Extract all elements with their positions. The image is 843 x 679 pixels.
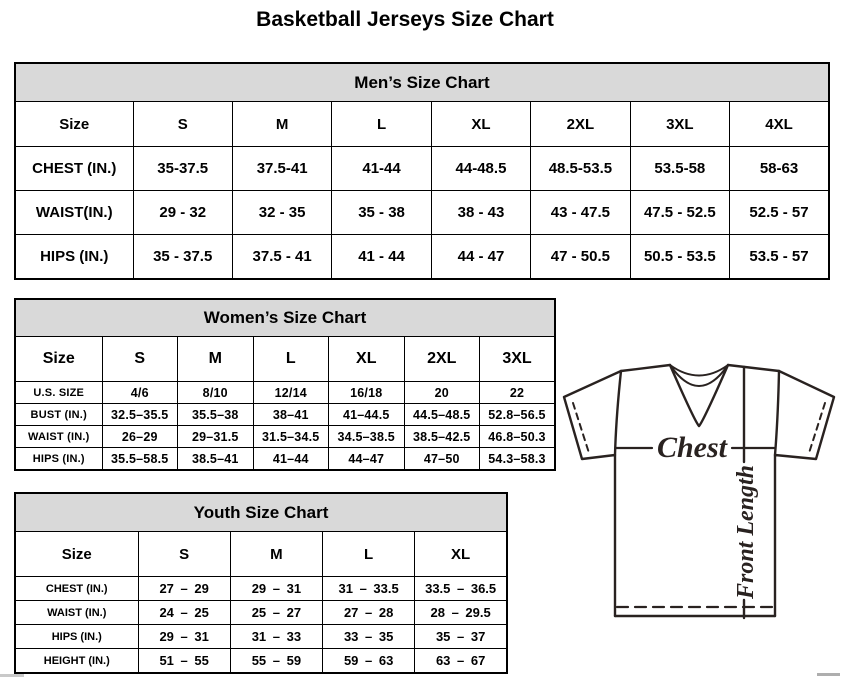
front-length-label: Front Length <box>733 464 759 600</box>
size-value-cell: 44 - 47 <box>431 235 530 280</box>
size-value-cell: 38.5–41 <box>178 448 254 471</box>
size-value-cell: 32.5–35.5 <box>102 404 178 426</box>
size-value-cell: 8/10 <box>178 382 254 404</box>
size-value-cell: 46.8–50.3 <box>480 426 556 448</box>
column-header-cell: M <box>232 102 331 147</box>
size-value-cell: 53.5-58 <box>630 147 729 191</box>
table-row <box>15 601 507 625</box>
size-value-cell: 43 - 47.5 <box>531 191 630 235</box>
jersey-diagram <box>558 360 840 624</box>
column-header-row <box>15 102 829 147</box>
column-header-cell: 3XL <box>630 102 729 147</box>
row-label: HIPS (IN.) <box>15 625 138 649</box>
youth-size-table <box>14 492 508 674</box>
size-value-cell: 37.5 - 41 <box>232 235 331 280</box>
column-header-cell: S <box>102 337 178 382</box>
size-value-cell: 47.5 - 52.5 <box>630 191 729 235</box>
size-value-cell: 47–50 <box>404 448 480 471</box>
column-header-cell: S <box>133 102 232 147</box>
size-value-cell: 55 – 59 <box>230 649 322 674</box>
column-header-cell: S <box>138 532 230 577</box>
womens-size-table <box>14 298 556 471</box>
size-value-cell: 35.5–58.5 <box>102 448 178 471</box>
table-row <box>15 577 507 601</box>
size-value-cell: 44.5–48.5 <box>404 404 480 426</box>
size-value-cell: 20 <box>404 382 480 404</box>
size-value-cell: 25 – 27 <box>230 601 322 625</box>
youth-table-title: Youth Size Chart <box>15 493 507 532</box>
row-label: WAIST (IN.) <box>15 426 102 448</box>
column-header-row <box>15 532 507 577</box>
womens-table-title: Women’s Size Chart <box>15 299 555 337</box>
table-title-row <box>15 299 555 337</box>
jersey-collar-v <box>670 365 728 426</box>
size-value-cell: 44-48.5 <box>431 147 530 191</box>
size-value-cell: 48.5-53.5 <box>531 147 630 191</box>
size-header-cell: Size <box>15 337 102 382</box>
size-value-cell: 44–47 <box>329 448 405 471</box>
table-row <box>15 426 555 448</box>
size-value-cell: 54.3–58.3 <box>480 448 556 471</box>
column-header-cell: XL <box>431 102 530 147</box>
size-value-cell: 29 – 31 <box>230 577 322 601</box>
size-value-cell: 37.5-41 <box>232 147 331 191</box>
column-header-cell: 2XL <box>404 337 480 382</box>
size-value-cell: 58-63 <box>730 147 829 191</box>
row-label: HEIGHT (IN.) <box>15 649 138 674</box>
size-value-cell: 31 – 33 <box>230 625 322 649</box>
column-header-cell: 3XL <box>480 337 556 382</box>
row-label: U.S. SIZE <box>15 382 102 404</box>
size-value-cell: 41 - 44 <box>332 235 431 280</box>
column-header-cell: 2XL <box>531 102 630 147</box>
size-value-cell: 31 – 33.5 <box>323 577 415 601</box>
size-value-cell: 33 – 35 <box>323 625 415 649</box>
sleeve-cuff-dashed-left <box>573 403 589 453</box>
size-value-cell: 35.5–38 <box>178 404 254 426</box>
size-value-cell: 28 – 29.5 <box>415 601 507 625</box>
size-value-cell: 41-44 <box>332 147 431 191</box>
size-value-cell: 32 - 35 <box>232 191 331 235</box>
row-label: WAIST (IN.) <box>15 601 138 625</box>
row-label: CHEST (IN.) <box>15 147 133 191</box>
jersey-armhole-left <box>615 371 621 455</box>
column-header-row <box>15 337 555 382</box>
row-label: HIPS (IN.) <box>15 448 102 471</box>
jersey-armhole-right <box>775 371 779 455</box>
size-value-cell: 52.8–56.5 <box>480 404 556 426</box>
size-value-cell: 38.5–42.5 <box>404 426 480 448</box>
size-value-cell: 38–41 <box>253 404 329 426</box>
size-value-cell: 27 – 28 <box>323 601 415 625</box>
size-value-cell: 26–29 <box>102 426 178 448</box>
scrollbar-thumb-right[interactable] <box>817 673 840 676</box>
sleeve-cuff-dashed-right <box>809 403 825 453</box>
size-value-cell: 4/6 <box>102 382 178 404</box>
size-value-cell: 41–44 <box>253 448 329 471</box>
size-value-cell: 52.5 - 57 <box>730 191 829 235</box>
mens-size-table <box>14 62 830 280</box>
jersey-collar-curve-1 <box>670 365 728 376</box>
size-value-cell: 33.5 – 36.5 <box>415 577 507 601</box>
table-row <box>15 235 829 280</box>
size-value-cell: 51 – 55 <box>138 649 230 674</box>
table-row <box>15 625 507 649</box>
size-value-cell: 29 - 32 <box>133 191 232 235</box>
size-value-cell: 29 – 31 <box>138 625 230 649</box>
column-header-cell: M <box>178 337 254 382</box>
size-header-cell: Size <box>15 102 133 147</box>
column-header-cell: M <box>230 532 322 577</box>
column-header-cell: XL <box>415 532 507 577</box>
table-row <box>15 191 829 235</box>
size-value-cell: 16/18 <box>329 382 405 404</box>
table-row <box>15 649 507 674</box>
column-header-cell: L <box>253 337 329 382</box>
table-row <box>15 147 829 191</box>
size-value-cell: 35 - 37.5 <box>133 235 232 280</box>
size-value-cell: 29–31.5 <box>178 426 254 448</box>
size-value-cell: 34.5–38.5 <box>329 426 405 448</box>
chest-label: Chest <box>656 431 728 464</box>
size-header-cell: Size <box>15 532 138 577</box>
page-title: Basketball Jerseys Size Chart <box>256 8 554 31</box>
column-header-cell: L <box>323 532 415 577</box>
size-value-cell: 63 – 67 <box>415 649 507 674</box>
size-value-cell: 47 - 50.5 <box>531 235 630 280</box>
mens-table-title: Men’s Size Chart <box>15 63 829 102</box>
row-label: HIPS (IN.) <box>15 235 133 280</box>
size-value-cell: 24 – 25 <box>138 601 230 625</box>
size-value-cell: 35 - 38 <box>332 191 431 235</box>
table-row <box>15 404 555 426</box>
scrollbar-thumb-left[interactable] <box>0 674 24 677</box>
size-value-cell: 35 – 37 <box>415 625 507 649</box>
column-header-cell: XL <box>329 337 405 382</box>
size-value-cell: 31.5–34.5 <box>253 426 329 448</box>
size-value-cell: 35-37.5 <box>133 147 232 191</box>
row-label: BUST (IN.) <box>15 404 102 426</box>
size-value-cell: 22 <box>480 382 556 404</box>
column-header-cell: L <box>332 102 431 147</box>
table-row <box>15 448 555 471</box>
row-label: CHEST (IN.) <box>15 577 138 601</box>
table-row <box>15 382 555 404</box>
size-value-cell: 50.5 - 53.5 <box>630 235 729 280</box>
size-value-cell: 53.5 - 57 <box>730 235 829 280</box>
size-value-cell: 12/14 <box>253 382 329 404</box>
size-value-cell: 27 – 29 <box>138 577 230 601</box>
column-header-cell: 4XL <box>730 102 829 147</box>
table-title-row <box>15 63 829 102</box>
row-label: WAIST(IN.) <box>15 191 133 235</box>
size-value-cell: 59 – 63 <box>323 649 415 674</box>
size-value-cell: 38 - 43 <box>431 191 530 235</box>
table-title-row <box>15 493 507 532</box>
size-value-cell: 41–44.5 <box>329 404 405 426</box>
